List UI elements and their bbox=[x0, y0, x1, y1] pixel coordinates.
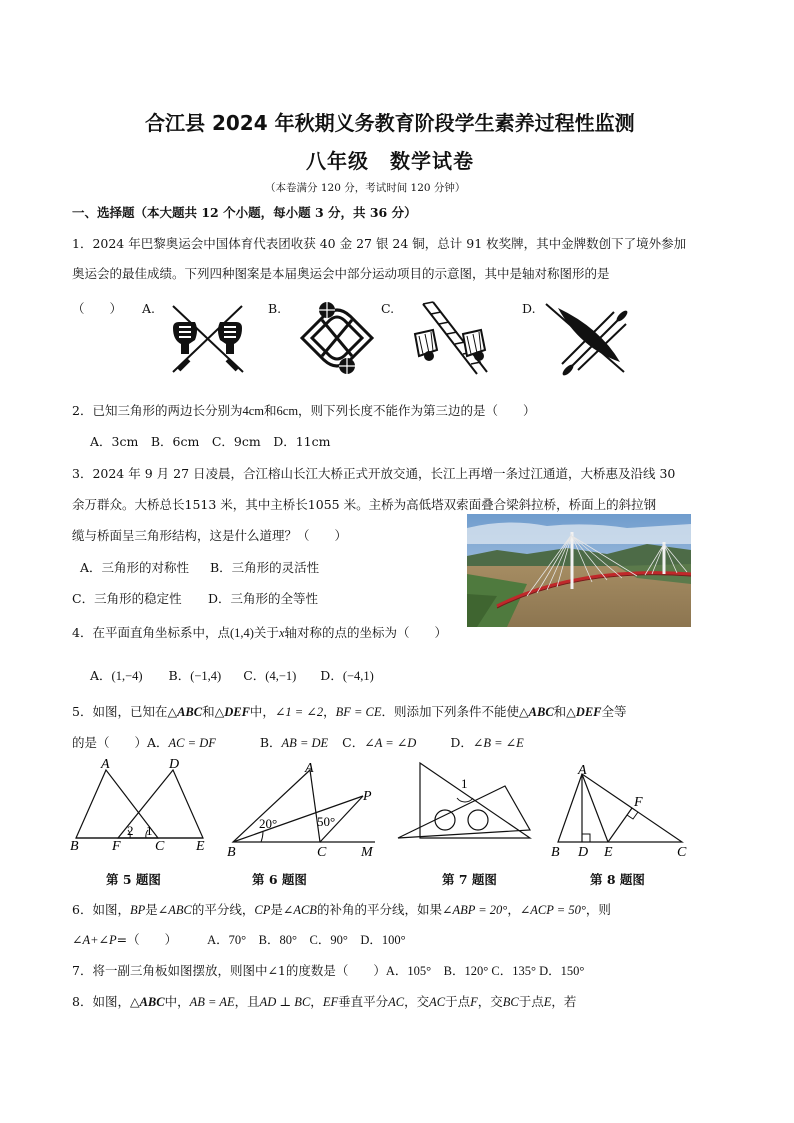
fig8-label-b: B bbox=[551, 845, 560, 860]
q3-opt-a: A．三角形的对称性 bbox=[80, 560, 190, 575]
q1-opt-c: C. bbox=[381, 301, 395, 316]
fig6-angle-20: 20° bbox=[259, 816, 278, 831]
q8-s9: 于点 bbox=[518, 994, 544, 1009]
q4-point: (1,4) bbox=[229, 626, 254, 640]
q7-stem: 7．将一副三角板如图摆放，则图中∠1的度数是（ ） bbox=[72, 963, 386, 978]
q6-line2 bbox=[72, 932, 406, 948]
exam-subtitle: 八年级 数学试卷 bbox=[306, 149, 474, 173]
figure-7-caption: 第 7 题图 bbox=[442, 872, 497, 887]
q7-options: A．105° B．120° C．135° D．150° bbox=[385, 964, 585, 978]
q4-opt-a-label: A． bbox=[90, 668, 112, 683]
q8-ad-bc: AD ⊥ BC bbox=[259, 995, 311, 1009]
q5-line2-a: 的是（ ）A． bbox=[72, 735, 169, 750]
q8-abc: ABC bbox=[139, 995, 165, 1009]
q8-s8: ，交 bbox=[477, 994, 503, 1009]
fig6-label-c: C bbox=[317, 845, 327, 860]
q4-opt-b-label: B． bbox=[168, 668, 191, 683]
q5-abc-2: ABC bbox=[528, 705, 554, 719]
q4-opt-d-label: D． bbox=[320, 668, 343, 683]
q8-s3: ，且 bbox=[234, 994, 260, 1009]
figure-6 bbox=[225, 758, 385, 858]
q5-s1: 5．如图，已知在△ bbox=[72, 704, 178, 719]
q5-abc: ABC bbox=[177, 705, 203, 719]
q2-value-1: 4cm bbox=[242, 404, 264, 418]
q2-stem bbox=[72, 403, 536, 419]
q4-stem-b: 关于 bbox=[253, 625, 279, 640]
q1-opt-a: A. bbox=[142, 301, 156, 316]
fig5-label-e: E bbox=[196, 839, 205, 854]
q1-opt-b: B. bbox=[268, 301, 282, 316]
fig5-label-b: B bbox=[70, 839, 79, 854]
section-heading: 一、选择题（本大题共 12 个小题，每小题 3 分，共 36 分） bbox=[72, 205, 417, 220]
fig8-label-d: D bbox=[578, 845, 589, 860]
exam-note: （本卷满分 120 分，考试时间 120 分钟） bbox=[265, 182, 466, 194]
fig6-angle-50: 50° bbox=[317, 814, 336, 829]
fig5-angle-1: 1 bbox=[146, 823, 153, 838]
q4-opt-c: (4,−1) bbox=[265, 669, 297, 683]
q5-s5: 和△ bbox=[553, 704, 576, 719]
fig8-label-c: C bbox=[677, 845, 687, 860]
q2-and: 和 bbox=[264, 403, 277, 418]
q8-ac-2: AC bbox=[429, 995, 446, 1009]
q4-opt-c-label: C． bbox=[243, 668, 266, 683]
q5-opt-a: AC = DF bbox=[168, 736, 216, 750]
q4-opt-d: (−4,1) bbox=[342, 669, 374, 683]
q1-line1: 1．2024 年巴黎奥运会中国体育代表团收获 40 金 27 银 24 铜，总计 91 枚奖牌，其中金牌数创下了境外参加 bbox=[72, 236, 687, 251]
q5-line2 bbox=[72, 735, 524, 751]
figure-6-caption: 第 6 题图 bbox=[252, 872, 307, 887]
q6-options: A．70° B．80° C．90° D．100° bbox=[207, 933, 406, 947]
q8-ac: AC bbox=[388, 995, 405, 1009]
q5-def: DEF bbox=[224, 705, 250, 719]
fig5-label-a: A bbox=[101, 757, 110, 772]
figure-5 bbox=[68, 758, 218, 853]
fig7-angle-1: 1 bbox=[461, 776, 468, 791]
q5-def-2: DEF bbox=[575, 705, 602, 719]
q8-s10: ，若 bbox=[551, 994, 577, 1009]
q8-line bbox=[72, 994, 576, 1010]
q6-acp: ∠ACP = 50° bbox=[519, 903, 586, 917]
fig6-label-m: M bbox=[361, 845, 373, 860]
q5-opt-c-label: C． bbox=[342, 735, 365, 750]
q6-s8: =（ ） bbox=[116, 932, 178, 947]
q4-opt-a: (1,−4) bbox=[111, 669, 143, 683]
fig8-label-f: F bbox=[634, 795, 643, 810]
q7-line bbox=[72, 963, 584, 979]
figure-8-caption: 第 8 题图 bbox=[590, 872, 645, 887]
q8-s5: 垂直平分 bbox=[338, 994, 389, 1009]
q3-opt-b: B．三角形的灵活性 bbox=[210, 560, 320, 575]
q8-ef: EF bbox=[322, 995, 339, 1009]
q8-s1: 8．如图，△ bbox=[72, 994, 140, 1009]
q8-e: E bbox=[543, 995, 552, 1009]
q3-line1: 3．2024 年 9 月 27 日凌晨，合江榕山长江大桥正式开放交通，长江上再增一条过江通道，大桥惠及沿线 30 bbox=[72, 466, 676, 481]
q2-stem-b: ，则下列长度不能作为第三边的是（ ） bbox=[298, 403, 536, 418]
figure-5-caption: 第 5 题图 bbox=[106, 872, 161, 887]
basketball-pictogram bbox=[294, 298, 380, 378]
exam-title: 合江县 2024 年秋期义务教育阶段学生素养过程性监测 bbox=[145, 111, 635, 135]
q5-s3: 中， bbox=[249, 704, 275, 719]
figure-8 bbox=[548, 758, 698, 858]
q5-opt-b-label: B． bbox=[259, 735, 282, 750]
q8-s7: 于点 bbox=[445, 994, 471, 1009]
fig5-label-c: C bbox=[155, 839, 165, 854]
q4-stem-c: 轴对称的点的坐标为（ ） bbox=[284, 625, 448, 640]
q1-opt-d: D. bbox=[522, 301, 536, 316]
q5-comma: ， bbox=[323, 704, 336, 719]
fig5-label-d: D bbox=[169, 757, 180, 772]
q5-opt-d: ∠B = ∠E bbox=[472, 736, 524, 750]
q4-axis: x bbox=[278, 626, 285, 640]
q5-s2: 和△ bbox=[202, 704, 225, 719]
fig5-angle-2: 2 bbox=[127, 823, 134, 838]
q6-s4: 是 bbox=[270, 902, 283, 917]
q5-s4: ．则添加下列条件不能使△ bbox=[381, 704, 529, 719]
q4-opt-b: (−1,4) bbox=[190, 669, 222, 683]
q2-options: A．3cm B．6cm C．9cm D．11cm bbox=[90, 434, 331, 449]
q6-cp: CP bbox=[254, 903, 271, 917]
bridge-photo bbox=[467, 514, 691, 627]
q6-expr: ∠A+∠P bbox=[72, 933, 117, 947]
canoe-pictogram bbox=[540, 298, 630, 378]
q6-s7: ，则 bbox=[585, 902, 611, 917]
q4-stem bbox=[72, 625, 447, 641]
q8-s2: 中， bbox=[164, 994, 190, 1009]
q5-opt-d-label: D． bbox=[450, 735, 473, 750]
fig6-label-p: P bbox=[363, 789, 372, 804]
fig5-label-f: F bbox=[112, 839, 121, 854]
q8-s4: ， bbox=[310, 994, 323, 1009]
fencing-pictogram bbox=[165, 300, 250, 378]
q4-stem-a: 4．在平面直角坐标系中，点 bbox=[72, 625, 230, 640]
q6-s3: 的平分线， bbox=[191, 902, 255, 917]
q3-line3: 缆与桥面呈三角形结构，这是什么道理？（ ） bbox=[72, 528, 348, 543]
fig6-label-b: B bbox=[227, 845, 236, 860]
q6-line1 bbox=[72, 902, 611, 918]
q2-stem-a: 2．已知三角形的两边长分别为 bbox=[72, 403, 243, 418]
q3-line2: 余万群众。大桥总长1513 米，其中主桥长1055 米。主桥为高低塔双索面叠合梁斜拉桥，桥面上的斜拉钢 bbox=[72, 497, 657, 512]
q5-line1 bbox=[72, 704, 627, 720]
q3-opt-d: D．三角形的全等性 bbox=[208, 591, 319, 606]
q2-value-2: 6cm bbox=[276, 404, 299, 418]
q5-angles: ∠1 = ∠2 bbox=[274, 705, 324, 719]
q6-acb: ∠ACB bbox=[282, 903, 317, 917]
q6-s5: 的补角的平分线，如果 bbox=[316, 902, 442, 917]
q6-s6: ， bbox=[507, 902, 520, 917]
q5-s6: 全等 bbox=[601, 704, 627, 719]
fig6-label-a: A bbox=[305, 761, 314, 776]
q5-opt-b: AB = DE bbox=[281, 736, 329, 750]
q5-opt-c: ∠A = ∠D bbox=[364, 736, 417, 750]
q5-bf-ce: BF = CE bbox=[335, 705, 382, 719]
fig8-label-a: A bbox=[578, 763, 587, 778]
q6-abc: ∠ABC bbox=[157, 903, 192, 917]
q8-f: F bbox=[470, 995, 478, 1009]
figure-7 bbox=[395, 758, 535, 843]
q8-bc: BC bbox=[502, 995, 519, 1009]
badminton-pictogram bbox=[405, 298, 495, 380]
q6-s1: 6．如图， bbox=[72, 902, 130, 917]
q3-opt-c: C．三角形的稳定性 bbox=[72, 591, 182, 606]
q6-bp: BP bbox=[129, 903, 146, 917]
q1-line2: 奥运会的最佳成绩。下列四种图案是本届奥运会中部分运动项目的示意图，其中是轴对称图形的是 bbox=[72, 266, 610, 281]
fig8-label-e: E bbox=[604, 845, 613, 860]
q4-options bbox=[90, 668, 374, 684]
q6-abp: ∠ABP = 20° bbox=[441, 903, 508, 917]
q8-ab-ae: AB = AE bbox=[189, 995, 235, 1009]
q1-answer-paren: （ ） bbox=[72, 301, 123, 316]
q6-s2: 是 bbox=[145, 902, 158, 917]
q8-s6: ，交 bbox=[404, 994, 430, 1009]
